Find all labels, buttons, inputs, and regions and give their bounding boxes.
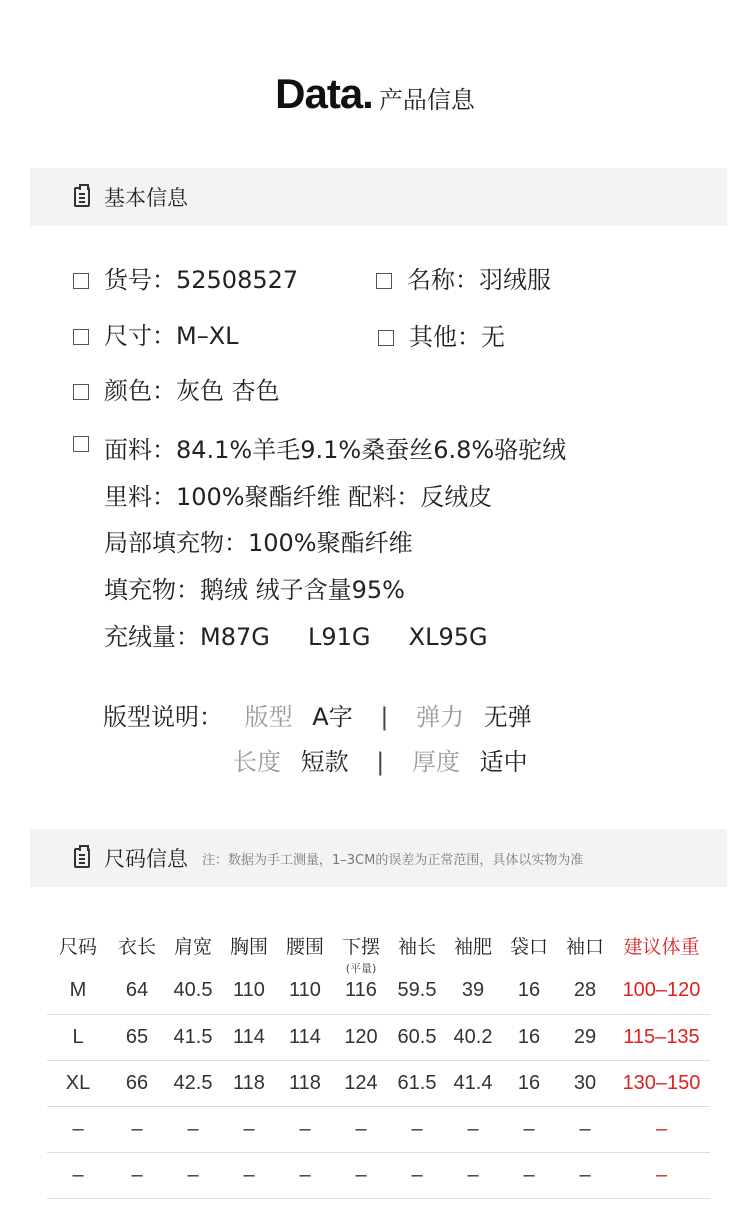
fit-separator: | [376, 748, 385, 776]
table-cell: M [47, 968, 109, 1014]
table-row [47, 1106, 710, 1152]
table-cell: 116 [333, 968, 389, 1014]
table-cell: – [613, 1152, 710, 1198]
table-cell: L [47, 1014, 109, 1060]
checkbox-icon [378, 330, 394, 346]
elastic-key: 弹力 [416, 703, 465, 731]
checkbox-icon [73, 273, 89, 289]
other-info-text: 其他：无 [409, 323, 505, 351]
size-info-note: 注：数据为手工测量，1–3CM的误差为正常范围，具体以实物为准 [202, 852, 584, 868]
checkbox-icon [73, 384, 89, 400]
table-cell: 130–150 [613, 1060, 710, 1106]
table-cell: 59.5 [389, 968, 445, 1014]
table-cell: – [165, 1152, 221, 1198]
title-data: Data. [275, 70, 373, 117]
table-cell: 39 [445, 968, 501, 1014]
table-cell: 115–135 [613, 1014, 710, 1060]
table-cell: – [165, 1106, 221, 1152]
table-cell: 40.5 [165, 968, 221, 1014]
table-cell: – [47, 1106, 109, 1152]
size-range-text: 尺寸：M–XL [104, 322, 239, 350]
page-title [0, 70, 750, 118]
table-cell: – [333, 1152, 389, 1198]
table-cell: – [557, 1152, 613, 1198]
size-table-header [47, 922, 710, 968]
color-info [73, 371, 280, 406]
table-cell: 40.2 [445, 1014, 501, 1060]
product-name-text: 名称：羽绒服 [407, 266, 551, 294]
table-row [47, 1060, 710, 1106]
fit-type-value: A字 [312, 703, 353, 731]
size-table-header-cell: 尺码 [58, 935, 97, 958]
table-cell: 60.5 [389, 1014, 445, 1060]
size-table-header-cell: 肩宽 [173, 935, 212, 958]
table-cell: 118 [277, 1060, 333, 1106]
size-table-header-cell: 袖口 [565, 935, 604, 958]
size-range [73, 316, 239, 351]
table-cell: 29 [557, 1014, 613, 1060]
basic-info-label: 基本信息 [104, 186, 188, 210]
table-cell: 42.5 [165, 1060, 221, 1106]
thickness-key: 厚度 [412, 748, 461, 776]
fabric-info [73, 430, 566, 465]
clipboard-icon [74, 848, 90, 868]
size-table-header-cell: 腰围 [285, 935, 324, 958]
table-cell: 66 [109, 1060, 165, 1106]
item-number [73, 260, 298, 295]
size-table-header-cell: 胸围 [229, 935, 268, 958]
table-cell: – [501, 1152, 557, 1198]
size-table-header-cell: 袖长 [397, 935, 436, 958]
table-cell: 41.5 [165, 1014, 221, 1060]
table-cell: 16 [501, 1060, 557, 1106]
table-cell: 28 [557, 968, 613, 1014]
other-info [378, 317, 505, 352]
table-cell: 124 [333, 1060, 389, 1106]
fit-row-1 [103, 697, 532, 732]
title-product-info: 产品信息 [378, 86, 475, 114]
size-table-header-cell: 建议体重 [623, 935, 700, 958]
table-cell: – [333, 1106, 389, 1152]
fabric-info-text: 面料：84.1%羊毛9.1%桑蚕丝6.8%骆驼绒 [104, 436, 567, 464]
table-cell: 110 [277, 968, 333, 1014]
table-cell: XL [47, 1060, 109, 1106]
table-cell: – [445, 1152, 501, 1198]
size-table-header-cell: 袖肥 [453, 935, 492, 958]
checkbox-icon [73, 329, 89, 345]
table-cell: – [277, 1152, 333, 1198]
basic-info-bar [30, 168, 727, 226]
fill-amount-info: 充绒量：M87G L91G XL95G [104, 623, 488, 651]
item-number-text: 货号：52508527 [104, 266, 299, 294]
size-info-bar [30, 829, 727, 887]
clipboard-icon [74, 187, 90, 207]
table-cell: – [221, 1152, 277, 1198]
table-cell: 16 [501, 968, 557, 1014]
color-info-text: 颜色：灰色 杏色 [104, 377, 280, 405]
table-cell: 120 [333, 1014, 389, 1060]
table-cell: 114 [277, 1014, 333, 1060]
table-cell: 65 [109, 1014, 165, 1060]
fit-row-2 [233, 742, 528, 777]
hem-note: (平量) [345, 962, 377, 975]
fit-separator: | [380, 703, 389, 731]
product-name [376, 260, 551, 295]
lining-info: 里料：100%聚酯纤维 配料：反绒皮 [104, 483, 493, 511]
table-row [47, 1014, 710, 1060]
elastic-value: 无弹 [483, 703, 532, 731]
checkbox-icon [376, 273, 392, 289]
size-table-header-cell: 衣长 [117, 935, 156, 958]
fit-type-key: 版型 [244, 703, 293, 731]
length-value: 短款 [300, 748, 349, 776]
checkbox-icon [73, 436, 89, 452]
size-table-header-cell: 袋口 [509, 935, 548, 958]
fit-label: 版型说明： [103, 703, 223, 731]
size-table [47, 922, 710, 1199]
table-cell: – [109, 1106, 165, 1152]
table-cell: 16 [501, 1014, 557, 1060]
length-key: 长度 [233, 748, 281, 776]
table-cell: – [277, 1106, 333, 1152]
size-table-header-cell: 下摆 (平量) [333, 922, 389, 968]
table-cell: 114 [221, 1014, 277, 1060]
size-info-label: 尺码信息 [104, 847, 188, 871]
table-cell: – [389, 1106, 445, 1152]
table-cell: 61.5 [389, 1060, 445, 1106]
table-cell: 118 [221, 1060, 277, 1106]
table-row [47, 1152, 710, 1198]
table-cell: – [613, 1106, 710, 1152]
table-cell: – [557, 1106, 613, 1152]
table-cell: 41.4 [445, 1060, 501, 1106]
table-cell: 30 [557, 1060, 613, 1106]
partial-fill-info: 局部填充物：100%聚酯纤维 [104, 529, 413, 557]
table-cell: – [445, 1106, 501, 1152]
table-cell: 64 [109, 968, 165, 1014]
table-cell: – [389, 1152, 445, 1198]
table-cell: – [47, 1152, 109, 1198]
table-cell: – [501, 1106, 557, 1152]
table-cell: – [109, 1152, 165, 1198]
table-cell: 100–120 [613, 968, 710, 1014]
filling-info: 填充物：鹅绒 绒子含量95% [104, 576, 405, 604]
table-cell: – [221, 1106, 277, 1152]
table-cell: 110 [221, 968, 277, 1014]
thickness-value: 适中 [479, 748, 528, 776]
